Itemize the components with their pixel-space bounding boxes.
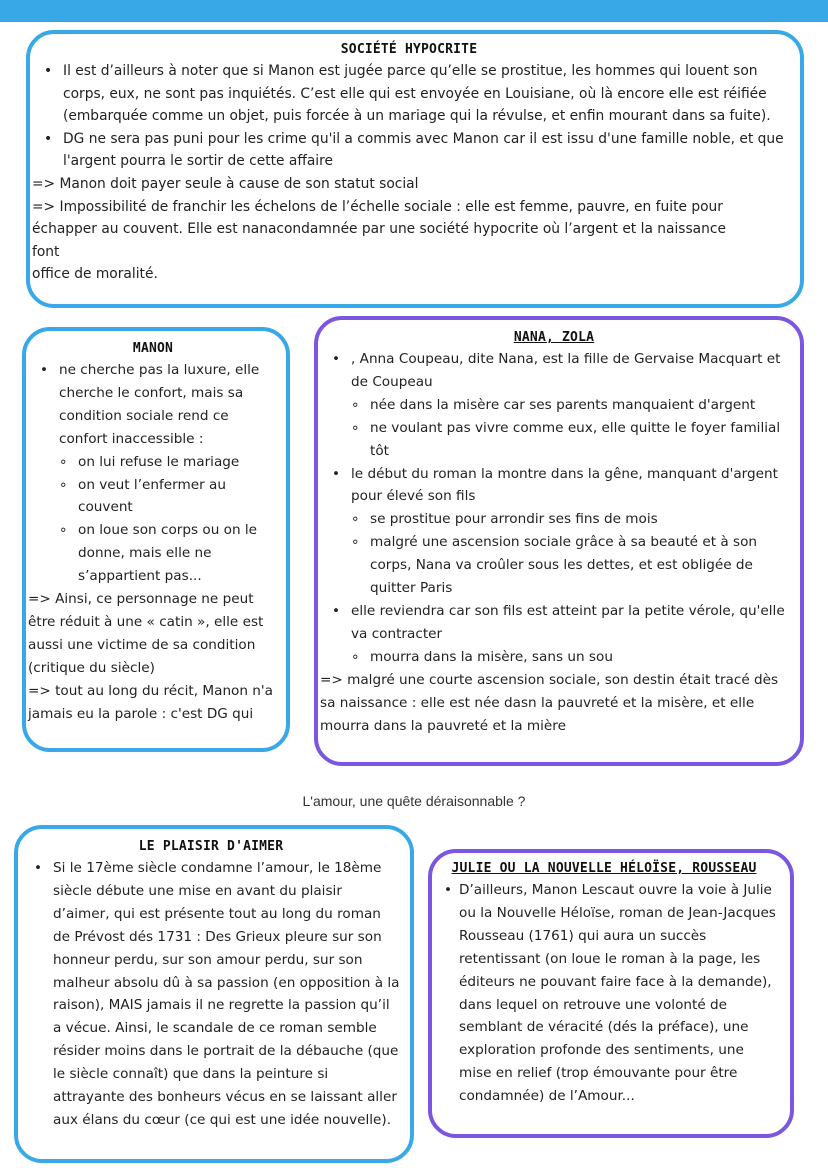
conclusion-line: font	[32, 243, 60, 260]
list-item: • Il est d’ailleurs à noter que si Manon est jugée parce qu’elle se prostitue, les hommes qui louent son corps, eux, ne sont pas inquiétés. C’est elle qui est envoyée en Louisiane, où là encore elle est réifiée (embarquée comme un objet, puis forcée à un mariage qui la révulse, et enfin mourant dans sa fuite).	[32, 60, 786, 128]
bullet-list	[22, 857, 400, 1132]
julie-heloise-box	[428, 849, 794, 1138]
bullet-list	[32, 60, 786, 173]
box-title: NANA, ZOLA	[513, 330, 595, 345]
list-item: • D’ailleurs, Manon Lescaut ouvre la voie à Julie ou la Nouvelle Héloïse, roman de Jean-Jacques Rousseau (1761) qui aura un succès retentissant (on loue le roman à la page, les éditeurs ne pouvant faire face à la demande), dans lequel on retrouve une volonté de semblant de véracité (dés la préface), une exploration profonde des sentiments, une mise en relief (trop émouvante pour être condamnée) de l’Amour...	[432, 879, 776, 1108]
box-title: SOCIÉTÉ HYPOCRITE	[340, 42, 478, 57]
box-title: LE PLAISIR D'AIMER	[138, 839, 284, 854]
conclusion-line: => Ainsi, ce personnage ne peut être réduit à une « catin », elle est aussi une victime de sa condition (critique du siècle)	[28, 591, 264, 676]
sub-item: ∘ malgré une ascension sociale grâce à sa beauté et à son corps, Nana va croûler sous les dettes, et est obligée de quitter Paris	[320, 531, 788, 600]
list-item	[28, 359, 278, 588]
bullet-list	[28, 359, 278, 588]
sub-list	[320, 646, 788, 669]
list-item	[320, 600, 788, 669]
list-item: • DG ne sera pas puni pour les crime qu'il a commis avec Manon car il est issu d'une famille noble, et que l'argent pourra le sortir de cette affaire	[32, 128, 786, 173]
top-banner	[0, 0, 828, 22]
conclusion-line: => tout au long du récit, Manon n'a jamais eu la parole : c'est DG qui	[28, 682, 273, 722]
sub-list	[28, 451, 278, 588]
societe-hypocrite-box	[26, 30, 804, 308]
box-title: MANON	[132, 341, 174, 356]
sub-item: ∘ ne voulant pas vivre comme eux, elle quitte le foyer familial tôt	[320, 417, 788, 463]
plaisir-aimer-box	[14, 825, 414, 1163]
list-item-text: elle reviendra car son fils est atteint par la petite vérole, qu'elle va contracter	[351, 602, 785, 642]
conclusion-line: => Manon doit payer seule à cause de son statut social	[32, 175, 419, 192]
conclusion-line: => Impossibilité de franchir les échelons de l’échelle sociale : elle est femme, pauvre, en fuite pour échapper au couvent. Elle est nanacondamnée par une société hypocrite où l’argent et la naissance	[32, 198, 726, 238]
conclusion-line: office de moralité.	[32, 266, 158, 283]
sub-item: ∘ née dans la misère car ses parents manquaient d'argent	[320, 394, 788, 417]
manon-box	[22, 327, 290, 752]
bullet-list	[432, 879, 776, 1108]
sub-item: ∘ on veut l’enfermer au couvent	[28, 474, 278, 520]
nana-zola-box	[314, 316, 804, 766]
box-title: JULIE OU LA NOUVELLE HÉLOÏSE, ROUSSEAU	[451, 861, 757, 876]
list-item-text: , Anna Coupeau, dite Nana, est la fille de Gervaise Macquart et de Coupeau	[351, 351, 781, 390]
sub-item: ∘ se prostitue pour arrondir ses fins de mois	[320, 508, 788, 531]
conclusion-line: => malgré une courte ascension sociale, son destin était tracé dès sa naissance : elle est née dasn la pauvreté et la misère, et elle mourra dans la pauvreté et la mière	[320, 671, 779, 734]
bullet-list	[320, 348, 788, 669]
list-item-text: ne cherche pas la luxure, elle cherche le confort, mais sa condition sociale rend ce confort inaccessible :	[59, 362, 260, 447]
list-item	[320, 348, 788, 463]
sub-list	[320, 508, 788, 600]
sub-item: ∘ mourra dans la misère, sans un sou	[320, 646, 788, 669]
list-item-text: le début du roman la montre dans la gêne, manquant d'argent pour élevé son fils	[351, 465, 778, 505]
sub-list	[320, 394, 788, 463]
list-item: • Si le 17ème siècle condamne l’amour, le 18ème siècle débute une mise en avant du plaisir d’aimer, qui est présente tout au long du roman de Prévost dés 1731 : Des Grieux pleure sur son honneur perdu, sur son amour perdu, sur son malheur absolu dû à sa passion (en opposition à la raison), MAIS jamais il ne regrette la passion qu’il a vécue. Ainsi, le scandale de ce roman semble résider moins dans le portrait de la débauche (que le siècle connaît) que dans la peinture si attrayante des bonheurs vécus en se laissant aller aux élans du cœur (ce qui est une idée nouvelle).	[22, 857, 400, 1132]
list-item	[320, 463, 788, 600]
sub-item: ∘ on lui refuse le mariage	[28, 451, 278, 474]
sub-item: ∘ on loue son corps ou on le donne, mais elle ne s’appartient pas...	[28, 519, 278, 588]
section-heading: L'amour, une quête déraisonnable ?	[302, 793, 526, 809]
